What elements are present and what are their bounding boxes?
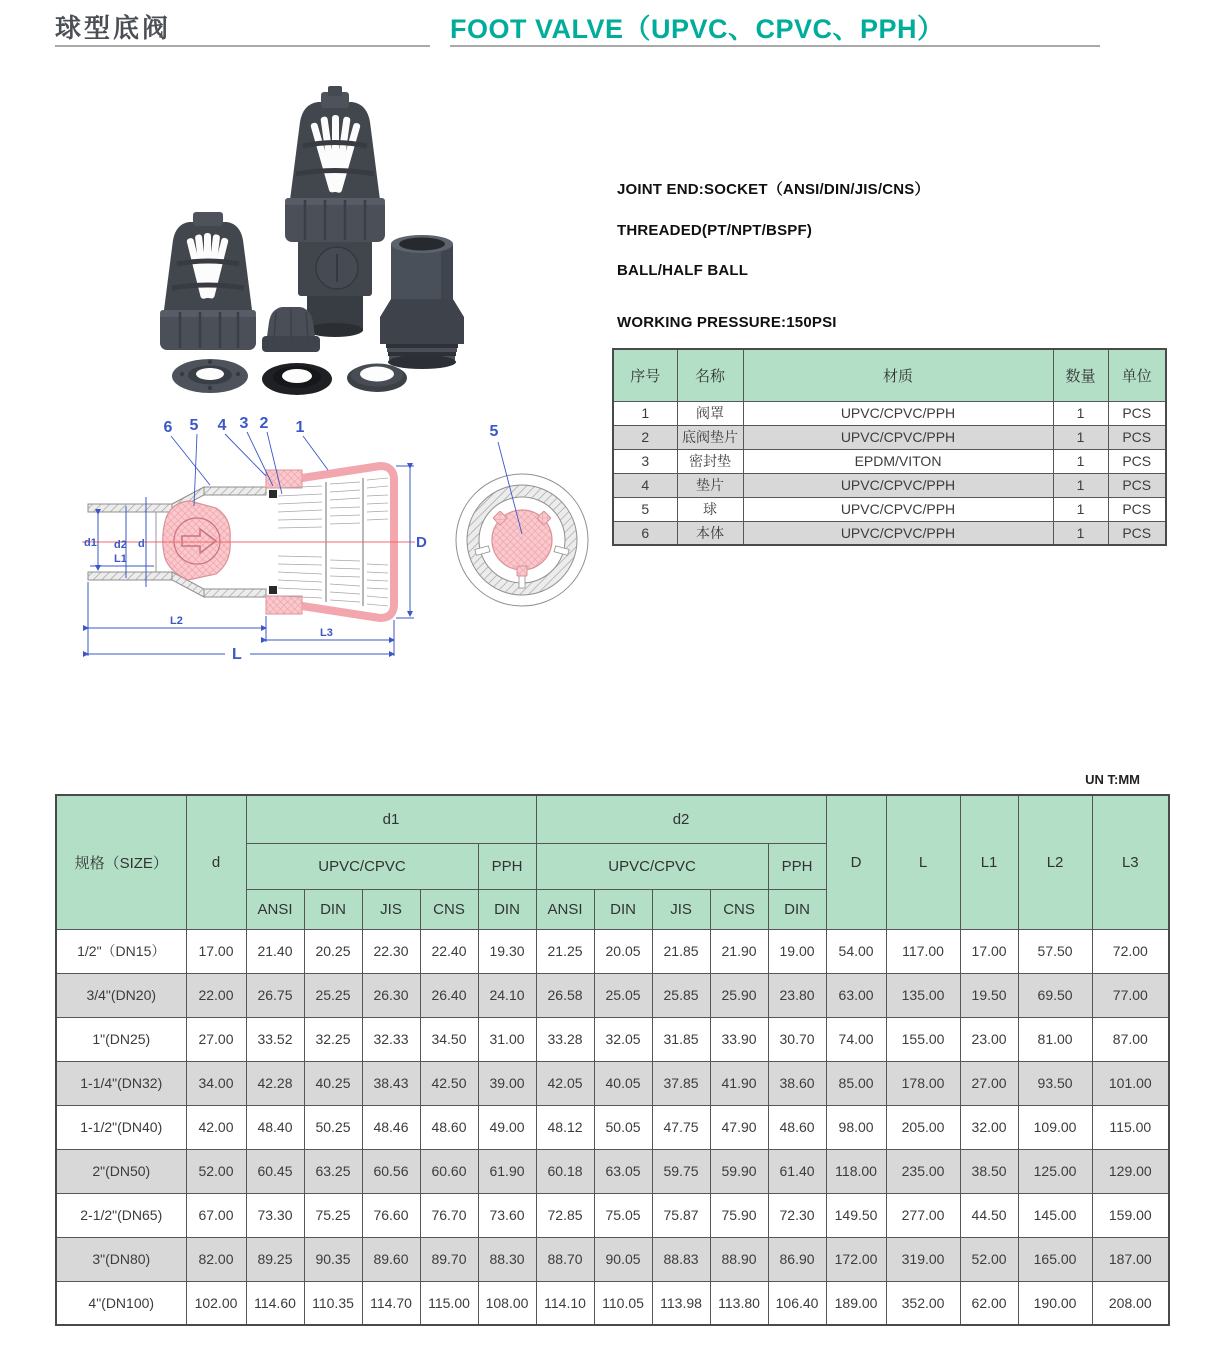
dimension-cell: 165.00 [1018, 1237, 1092, 1281]
dimension-table-body [56, 929, 1169, 1325]
dimension-cell: 319.00 [886, 1237, 960, 1281]
dimension-cell: 189.00 [826, 1281, 886, 1325]
size-cell: 3/4"(DN20) [56, 973, 186, 1017]
dimension-cell: 32.33 [362, 1017, 420, 1061]
dimension-cell: 47.90 [710, 1105, 768, 1149]
dimension-cell: 110.05 [594, 1281, 652, 1325]
dimension-cell: 63.25 [304, 1149, 362, 1193]
parts-table-cell: 底阀垫片 [677, 425, 743, 449]
dimension-cell: 85.00 [826, 1061, 886, 1105]
dimension-cell: 114.10 [536, 1281, 594, 1325]
dimension-cell: 20.25 [304, 929, 362, 973]
parts-table-cell: 3 [613, 449, 677, 473]
dimension-cell: 115.00 [1092, 1105, 1169, 1149]
dimension-cell: 38.50 [960, 1149, 1018, 1193]
column-group-upvc-cpvc: UPVC/CPVC [536, 843, 768, 889]
dimension-cell: 118.00 [826, 1149, 886, 1193]
column-group-pph: PPH [478, 843, 536, 889]
dimension-cell: 17.00 [186, 929, 246, 973]
parts-table-row [613, 425, 1166, 449]
dimension-cell: 61.40 [768, 1149, 826, 1193]
dimension-cell: 42.28 [246, 1061, 304, 1105]
dimension-cell: 59.90 [710, 1149, 768, 1193]
callout-2: 2 [259, 416, 269, 432]
dim-L2: L2 [170, 615, 183, 627]
dimension-cell: 48.46 [362, 1105, 420, 1149]
dimension-cell: 135.00 [886, 973, 960, 1017]
column-header: 名称 [677, 349, 743, 401]
parts-table-cell: EPDM/VITON [743, 449, 1053, 473]
dimension-cell: 39.00 [478, 1061, 536, 1105]
parts-table-cell: 1 [1053, 497, 1108, 521]
column-header-standard: DIN [594, 889, 652, 929]
dimension-cell: 42.00 [186, 1105, 246, 1149]
dimension-cell: 88.90 [710, 1237, 768, 1281]
dimension-cell: 31.00 [478, 1017, 536, 1061]
parts-table-cell: 1 [1053, 449, 1108, 473]
foot-valve-large [285, 86, 385, 337]
column-header: 单位 [1108, 349, 1166, 401]
header-rule-left [55, 45, 430, 47]
gasket-seal [262, 363, 332, 395]
dimension-cell: 22.00 [186, 973, 246, 1017]
column-header-standard: DIN [304, 889, 362, 929]
unit-note: UN T:MM [1085, 772, 1140, 787]
parts-table-cell: 1 [1053, 401, 1108, 425]
dimension-cell: 41.90 [710, 1061, 768, 1105]
column-group-pph: PPH [768, 843, 826, 889]
dimension-cell: 178.00 [886, 1061, 960, 1105]
dimension-cell: 50.05 [594, 1105, 652, 1149]
dimension-cell: 54.00 [826, 929, 886, 973]
dimension-cell: 75.05 [594, 1193, 652, 1237]
dimension-cell: 86.90 [768, 1237, 826, 1281]
column-header: 序号 [613, 349, 677, 401]
dimension-cell: 26.30 [362, 973, 420, 1017]
dimension-cell: 25.90 [710, 973, 768, 1017]
dimension-table-row [56, 1149, 1169, 1193]
dimension-cell: 89.70 [420, 1237, 478, 1281]
dimension-cell: 208.00 [1092, 1281, 1169, 1325]
callout-5: 5 [189, 417, 199, 434]
callout-3: 3 [239, 416, 249, 432]
dimension-cell: 21.25 [536, 929, 594, 973]
dimension-cell: 159.00 [1092, 1193, 1169, 1237]
dimension-cell: 72.85 [536, 1193, 594, 1237]
dimension-cell: 76.70 [420, 1193, 478, 1237]
dimension-cell: 72.00 [1092, 929, 1169, 973]
parts-table-cell: 6 [613, 521, 677, 545]
dimension-cell: 19.30 [478, 929, 536, 973]
dimension-cell: 149.50 [826, 1193, 886, 1237]
header-rule-right [450, 45, 1100, 47]
dimension-cell: 57.50 [1018, 929, 1092, 973]
dimension-cell: 22.30 [362, 929, 420, 973]
column-header-d: d [186, 795, 246, 929]
parts-table-cell: PCS [1108, 473, 1166, 497]
dimension-cell: 23.00 [960, 1017, 1018, 1061]
spec-line: JOINT END:SOCKET（ANSI/DIN/JIS/CNS） [617, 181, 930, 198]
dimension-cell: 172.00 [826, 1237, 886, 1281]
dimension-cell: 110.35 [304, 1281, 362, 1325]
callout-6: 6 [163, 419, 173, 436]
foot-valve-small [160, 212, 256, 350]
dimension-cell: 90.05 [594, 1237, 652, 1281]
dimension-cell: 82.00 [186, 1237, 246, 1281]
dim-d: d [138, 538, 145, 550]
dimension-cell: 25.25 [304, 973, 362, 1017]
parts-table-cell: UPVC/CPVC/PPH [743, 497, 1053, 521]
dimension-cell: 50.25 [304, 1105, 362, 1149]
dimension-cell: 117.00 [886, 929, 960, 973]
parts-table-cell: UPVC/CPVC/PPH [743, 521, 1053, 545]
dimension-cell: 75.90 [710, 1193, 768, 1237]
spec-line: BALL/HALF BALL [617, 262, 749, 279]
dimension-cell: 125.00 [1018, 1149, 1092, 1193]
dimension-cell: 72.30 [768, 1193, 826, 1237]
callout-1: 1 [295, 419, 305, 436]
dimension-cell: 62.00 [960, 1281, 1018, 1325]
page-title-en: FOOT VALVE（UPVC、CPVC、PPH） [450, 14, 945, 44]
parts-table-body [613, 401, 1166, 545]
dimension-table-row [56, 1193, 1169, 1237]
parts-table-cell: 2 [613, 425, 677, 449]
dimension-cell: 27.00 [960, 1061, 1018, 1105]
dimension-cell: 20.05 [594, 929, 652, 973]
parts-table-cell: 1 [613, 401, 677, 425]
dimension-table-row [56, 929, 1169, 973]
dimension-cell: 33.28 [536, 1017, 594, 1061]
dimension-cell: 73.60 [478, 1193, 536, 1237]
dimension-cell: 114.60 [246, 1281, 304, 1325]
dimension-cell: 235.00 [886, 1149, 960, 1193]
column-header-L1: L1 [960, 795, 1018, 929]
callout-4: 4 [217, 417, 227, 434]
dimension-cell: 25.05 [594, 973, 652, 1017]
parts-table-cell: UPVC/CPVC/PPH [743, 401, 1053, 425]
dimension-cell: 63.05 [594, 1149, 652, 1193]
dimension-cell: 48.60 [420, 1105, 478, 1149]
dimension-cell: 26.75 [246, 973, 304, 1017]
dimension-table-row [56, 1237, 1169, 1281]
dimension-cell: 115.00 [420, 1281, 478, 1325]
dimension-cell: 61.90 [478, 1149, 536, 1193]
dimension-cell: 19.50 [960, 973, 1018, 1017]
dimension-cell: 88.30 [478, 1237, 536, 1281]
front-section-view [456, 423, 588, 606]
parts-table-cell: 1 [1053, 425, 1108, 449]
dim-header-row-1 [56, 795, 1169, 843]
dimension-cell: 52.00 [960, 1237, 1018, 1281]
dimension-cell: 75.87 [652, 1193, 710, 1237]
dimension-cell: 25.85 [652, 973, 710, 1017]
dimension-cell: 108.00 [478, 1281, 536, 1325]
ball [163, 501, 230, 580]
column-group-d2: d2 [536, 795, 826, 843]
dimension-cell: 21.85 [652, 929, 710, 973]
dimension-cell: 48.60 [768, 1105, 826, 1149]
dimension-cell: 23.80 [768, 973, 826, 1017]
dimension-cell: 190.00 [1018, 1281, 1092, 1325]
column-header-standard: DIN [768, 889, 826, 929]
dimension-cell: 30.70 [768, 1017, 826, 1061]
dimension-cell: 48.40 [246, 1105, 304, 1149]
parts-table-row [613, 401, 1166, 425]
parts-table-header-row [613, 349, 1166, 401]
dimension-cell: 60.18 [536, 1149, 594, 1193]
parts-table-row [613, 473, 1166, 497]
column-header-size: 规格（SIZE） [56, 795, 186, 929]
dimension-cell: 37.85 [652, 1061, 710, 1105]
page-title-cn: 球型底阀 [55, 13, 172, 43]
parts-table-cell: 垫片 [677, 473, 743, 497]
dimension-cell: 102.00 [186, 1281, 246, 1325]
dimension-cell: 34.00 [186, 1061, 246, 1105]
size-cell: 2"(DN50) [56, 1149, 186, 1193]
size-cell: 1"(DN25) [56, 1017, 186, 1061]
dim-L1: L1 [114, 553, 127, 565]
parts-table-cell: 5 [613, 497, 677, 521]
dimension-cell: 49.00 [478, 1105, 536, 1149]
dimension-cell: 88.83 [652, 1237, 710, 1281]
dimension-cell: 42.50 [420, 1061, 478, 1105]
dim-d2: d2 [114, 539, 127, 551]
dim-L3: L3 [320, 627, 333, 639]
parts-table-cell: UPVC/CPVC/PPH [743, 473, 1053, 497]
dimension-cell: 21.40 [246, 929, 304, 973]
parts-table-cell: PCS [1108, 521, 1166, 545]
dimension-cell: 21.90 [710, 929, 768, 973]
dimension-cell: 187.00 [1092, 1237, 1169, 1281]
dimension-cell: 352.00 [886, 1281, 960, 1325]
dimension-cell: 106.40 [768, 1281, 826, 1325]
column-header-standard: DIN [478, 889, 536, 929]
dimension-cell: 38.60 [768, 1061, 826, 1105]
parts-table-cell: 1 [1053, 473, 1108, 497]
parts-table-cell: PCS [1108, 401, 1166, 425]
parts-table [612, 348, 1167, 546]
dimension-cell: 60.45 [246, 1149, 304, 1193]
dimension-cell: 113.98 [652, 1281, 710, 1325]
spec-line: THREADED(PT/NPT/BSPF) [617, 222, 813, 239]
dimension-cell: 89.60 [362, 1237, 420, 1281]
parts-table-row [613, 449, 1166, 473]
dimension-cell: 114.70 [362, 1281, 420, 1325]
column-header-L2: L2 [1018, 795, 1092, 929]
dimension-cell: 44.50 [960, 1193, 1018, 1237]
parts-table-cell: UPVC/CPVC/PPH [743, 425, 1053, 449]
parts-table-cell: 密封垫 [677, 449, 743, 473]
size-cell: 1/2"（DN15） [56, 929, 186, 973]
dimension-cell: 69.50 [1018, 973, 1092, 1017]
product-photo [60, 82, 580, 412]
column-header-L3: L3 [1092, 795, 1169, 929]
dimension-cell: 31.85 [652, 1017, 710, 1061]
dimension-cell: 32.25 [304, 1017, 362, 1061]
dimension-cell: 22.40 [420, 929, 478, 973]
dimension-cell: 277.00 [886, 1193, 960, 1237]
size-cell: 4"(DN100) [56, 1281, 186, 1325]
column-group-d1: d1 [246, 795, 536, 843]
dimension-cell: 33.90 [710, 1017, 768, 1061]
parts-table-cell: 阀罩 [677, 401, 743, 425]
spec-list [617, 170, 1177, 340]
parts-table-cell: 球 [677, 497, 743, 521]
dimension-cell: 88.70 [536, 1237, 594, 1281]
dim-L: L [232, 646, 242, 663]
dimension-table-row [56, 1061, 1169, 1105]
dimension-cell: 34.50 [420, 1017, 478, 1061]
column-header-D: D [826, 795, 886, 929]
dimension-cell: 26.58 [536, 973, 594, 1017]
dimension-cell: 40.25 [304, 1061, 362, 1105]
dimension-cell: 32.05 [594, 1017, 652, 1061]
dimension-cell: 33.52 [246, 1017, 304, 1061]
parts-table-cell: 4 [613, 473, 677, 497]
socket-fitting [380, 235, 464, 369]
spec-line: WORKING PRESSURE:150PSI [617, 314, 837, 331]
dimension-cell: 67.00 [186, 1193, 246, 1237]
technical-drawing [70, 416, 620, 666]
column-group-upvc-cpvc: UPVC/CPVC [246, 843, 478, 889]
dimension-cell: 24.10 [478, 973, 536, 1017]
dimension-cell: 60.56 [362, 1149, 420, 1193]
dimension-cell: 87.00 [1092, 1017, 1169, 1061]
column-header-standard: JIS [652, 889, 710, 929]
dimension-cell: 48.12 [536, 1105, 594, 1149]
dimension-cell: 155.00 [886, 1017, 960, 1061]
column-header-L: L [886, 795, 960, 929]
dim-D: D [416, 534, 427, 551]
column-header-standard: ANSI [536, 889, 594, 929]
parts-table-cell: PCS [1108, 449, 1166, 473]
dimension-cell: 101.00 [1092, 1061, 1169, 1105]
parts-table-cell: PCS [1108, 425, 1166, 449]
dimension-cell: 42.05 [536, 1061, 594, 1105]
dimension-cell: 113.80 [710, 1281, 768, 1325]
size-cell: 1-1/2"(DN40) [56, 1105, 186, 1149]
size-cell: 3"(DN80) [56, 1237, 186, 1281]
dimension-cell: 60.60 [420, 1149, 478, 1193]
dimension-cell: 81.00 [1018, 1017, 1092, 1061]
callout-5-front: 5 [489, 423, 499, 440]
dimension-cell: 59.75 [652, 1149, 710, 1193]
parts-table-cell: PCS [1108, 497, 1166, 521]
dimension-cell: 90.35 [304, 1237, 362, 1281]
dimension-cell: 205.00 [886, 1105, 960, 1149]
dimension-table-row [56, 1017, 1169, 1061]
dimension-cell: 93.50 [1018, 1061, 1092, 1105]
size-cell: 2-1/2"(DN65) [56, 1193, 186, 1237]
dimension-cell: 17.00 [960, 929, 1018, 973]
dimension-cell: 145.00 [1018, 1193, 1092, 1237]
dimension-cell: 98.00 [826, 1105, 886, 1149]
dimension-cell: 76.60 [362, 1193, 420, 1237]
dimension-table [55, 794, 1170, 1326]
dimension-cell: 40.05 [594, 1061, 652, 1105]
dimension-cell: 74.00 [826, 1017, 886, 1061]
dimension-table-row [56, 1281, 1169, 1325]
dimension-table-row [56, 1105, 1169, 1149]
dimension-cell: 32.00 [960, 1105, 1018, 1149]
dimension-cell: 75.25 [304, 1193, 362, 1237]
size-cell: 1-1/4"(DN32) [56, 1061, 186, 1105]
gasket-plate [172, 359, 248, 393]
dimension-cell: 26.40 [420, 973, 478, 1017]
column-header: 材质 [743, 349, 1053, 401]
dimension-cell: 109.00 [1018, 1105, 1092, 1149]
column-header-standard: CNS [710, 889, 768, 929]
dimension-table-row [56, 973, 1169, 1017]
parts-table-row [613, 497, 1166, 521]
dimension-cell: 47.75 [652, 1105, 710, 1149]
dimension-cell: 52.00 [186, 1149, 246, 1193]
column-header-standard: ANSI [246, 889, 304, 929]
gasket-ring [347, 364, 407, 393]
column-header-standard: JIS [362, 889, 420, 929]
dimension-cell: 73.30 [246, 1193, 304, 1237]
parts-table-cell: 1 [1053, 521, 1108, 545]
dimension-cell: 63.00 [826, 973, 886, 1017]
dimension-cell: 129.00 [1092, 1149, 1169, 1193]
dimension-cell: 19.00 [768, 929, 826, 973]
column-header-standard: CNS [420, 889, 478, 929]
parts-table-cell: 本体 [677, 521, 743, 545]
dimension-cell: 27.00 [186, 1017, 246, 1061]
dimension-cell: 38.43 [362, 1061, 420, 1105]
dimension-cell: 89.25 [246, 1237, 304, 1281]
dim-d1: d1 [84, 537, 97, 549]
side-section-view [82, 466, 415, 618]
dimension-cell: 77.00 [1092, 973, 1169, 1017]
column-header: 数量 [1053, 349, 1108, 401]
parts-table-row [613, 521, 1166, 545]
